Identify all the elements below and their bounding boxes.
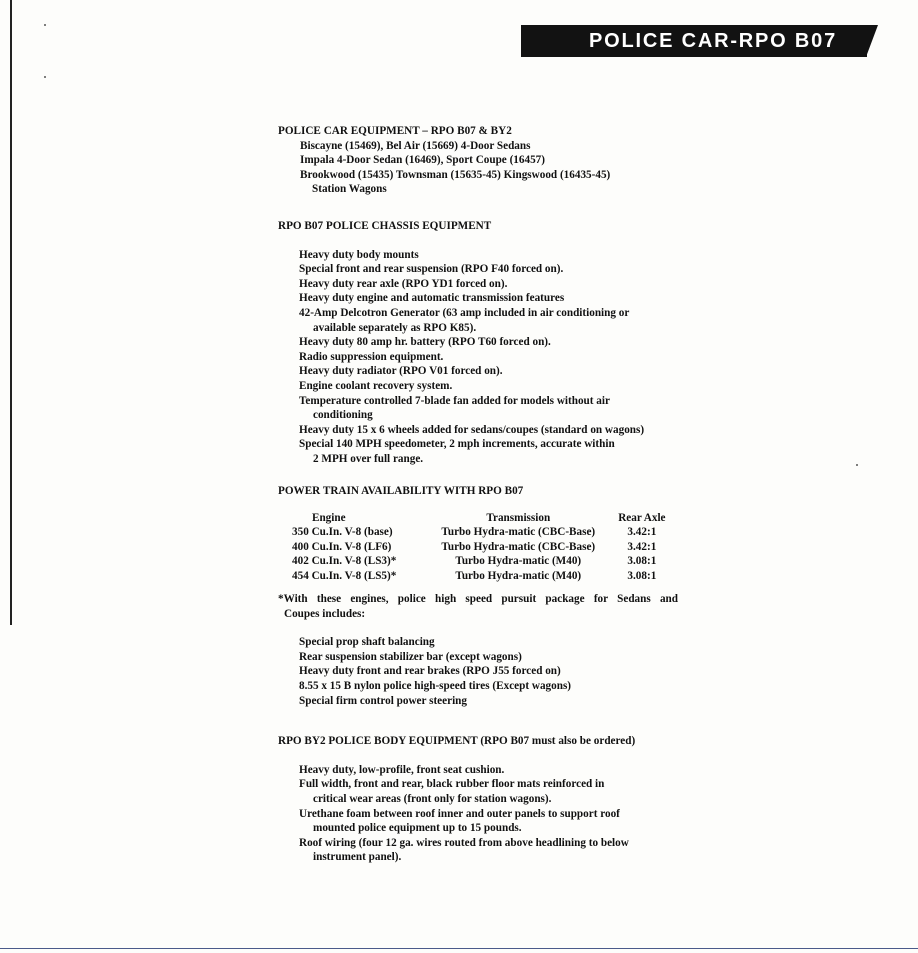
axle-cell: 3.08:1: [627, 555, 657, 568]
model-line: Brookwood (15435) Townsman (15635-45) Kingswood (16435-45): [300, 168, 611, 181]
scan-speck: [856, 464, 858, 466]
equipment-heading: POLICE CAR EQUIPMENT – RPO B07 & BY2: [278, 125, 512, 137]
document-body: [278, 124, 678, 865]
list-item: Radio suppression equipment.: [299, 350, 444, 363]
transmission-cell: Turbo Hydra-matic (CBC-Base): [441, 540, 596, 553]
pursuit-list: [278, 635, 678, 708]
engine-cell: 454 Cu.In. V-8 (LS5)*: [292, 569, 397, 582]
body-heading: RPO BY2 POLICE BODY EQUIPMENT (RPO B07 must also be ordered): [278, 735, 636, 748]
list-item: Temperature controlled 7-blade fan added for models without air: [299, 394, 610, 407]
list-item: Roof wiring (four 12 ga. wires routed from above headlining to below: [299, 836, 629, 849]
list-item: Heavy duty body mounts: [299, 248, 419, 261]
list-item-continuation: conditioning: [313, 409, 373, 422]
list-item: Heavy duty 80 amp hr. battery (RPO T60 forced on).: [299, 336, 551, 349]
list-item: Heavy duty engine and automatic transmission features: [299, 292, 565, 305]
model-line-continuation: Station Wagons: [312, 183, 387, 196]
powertrain-table: [292, 511, 678, 583]
transmission-cell: Turbo Hydra-matic (CBC-Base): [441, 526, 596, 539]
list-item: Heavy duty 15 x 6 wheels added for sedans/coupes (standard on wagons): [299, 423, 645, 436]
transmission-cell: Turbo Hydra-matic (M40): [455, 569, 582, 582]
column-header-rear-axle: Rear Axle: [618, 512, 666, 525]
table-row: [292, 554, 678, 568]
pursuit-note: [278, 592, 678, 621]
table-row: [292, 569, 678, 583]
section-banner: [521, 25, 867, 57]
list-item: Heavy duty radiator (RPO V01 forced on).: [299, 365, 503, 378]
scan-speck: [44, 76, 46, 78]
list-item-continuation: mounted police equipment up to 15 pounds.: [313, 822, 522, 835]
table-row: [292, 525, 678, 539]
column-header-engine: Engine: [312, 512, 346, 525]
left-margin-rule: [10, 0, 12, 625]
chassis-section: [278, 219, 678, 467]
powertrain-heading: POWER TRAIN AVAILABILITY WITH RPO B07: [278, 485, 524, 498]
list-item: Urethane foam between roof inner and outer panels to support roof: [299, 807, 620, 820]
chassis-list: [278, 248, 678, 467]
equipment-section: [278, 124, 678, 197]
engine-cell: 402 Cu.In. V-8 (LS3)*: [292, 555, 397, 568]
engine-cell: 350 Cu.In. V-8 (base): [292, 526, 393, 539]
list-item: Special 140 MPH speedometer, 2 mph increments, accurate within: [299, 438, 615, 451]
list-item: Heavy duty, low-profile, front seat cushion.: [299, 763, 505, 776]
axle-cell: 3.08:1: [627, 569, 657, 582]
banner-tail: [866, 25, 878, 57]
list-item-continuation: critical wear areas (front only for station wagons).: [313, 793, 552, 806]
transmission-cell: Turbo Hydra-matic (M40): [455, 555, 582, 568]
model-line: Impala 4-Door Sedan (16469), Sport Coupe (16457): [300, 154, 545, 167]
body-list: [278, 763, 678, 865]
pursuit-note-line: *With these engines, police high speed pursuit package for Sedans and: [278, 593, 678, 606]
banner-title: POLICE CAR-RPO B07: [589, 29, 837, 52]
list-item: Heavy duty rear axle (RPO YD1 forced on).: [299, 277, 508, 290]
axle-cell: 3.42:1: [627, 526, 657, 539]
chassis-heading: RPO B07 POLICE CHASSIS EQUIPMENT: [278, 219, 492, 232]
list-item: Special front and rear suspension (RPO F40 forced on).: [299, 263, 564, 276]
body-equipment-section: [278, 734, 678, 865]
list-item: Special prop shaft balancing: [299, 636, 435, 649]
list-item: Full width, front and rear, black rubber floor mats reinforced in: [299, 778, 605, 791]
column-header-transmission: Transmission: [486, 512, 551, 525]
engine-cell: 400 Cu.In. V-8 (LF6): [292, 540, 392, 553]
table-row: [292, 540, 678, 554]
list-item: Special firm control power steering: [299, 694, 467, 707]
list-item: Rear suspension stabilizer bar (except wagons): [299, 650, 522, 663]
list-item: 42-Amp Delcotron Generator (63 amp included in air conditioning or: [299, 306, 630, 319]
list-item-continuation: available separately as RPO K85).: [313, 321, 477, 334]
list-item: Engine coolant recovery system.: [299, 379, 453, 392]
pursuit-note-line: Coupes includes:: [284, 607, 366, 620]
list-item: Heavy duty front and rear brakes (RPO J55 forced on): [299, 665, 561, 678]
list-item: 8.55 x 15 B nylon police high-speed tires (Except wagons): [299, 680, 572, 693]
model-line: Biscayne (15469), Bel Air (15669) 4-Door Sedans: [300, 139, 531, 152]
list-item-continuation: 2 MPH over full range.: [313, 452, 424, 465]
axle-cell: 3.42:1: [627, 540, 657, 553]
scan-speck: [44, 24, 46, 26]
table-header-row: [292, 511, 678, 525]
bottom-rule: [0, 948, 918, 949]
list-item-continuation: instrument panel).: [313, 851, 402, 864]
powertrain-section: [278, 484, 678, 708]
